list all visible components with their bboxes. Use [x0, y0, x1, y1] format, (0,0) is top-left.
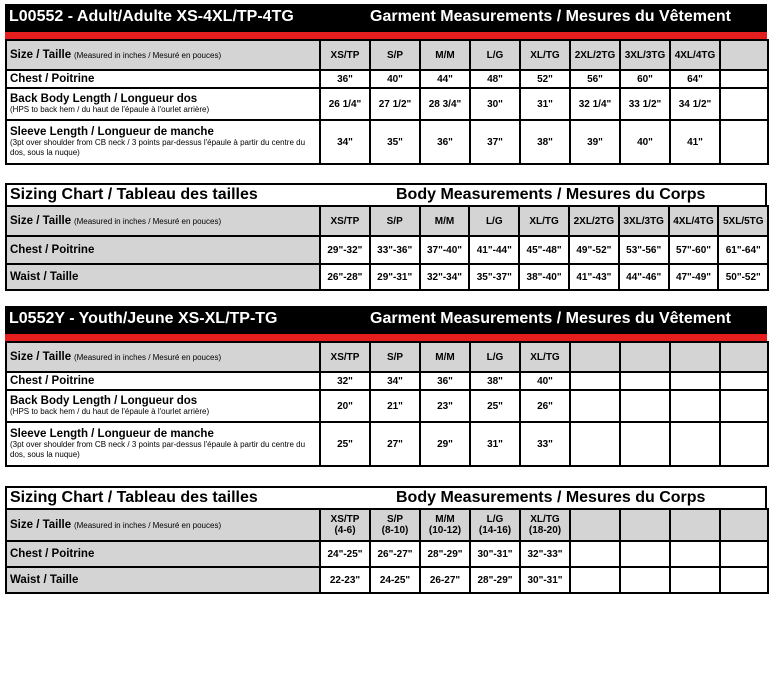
adult-body-title: Body Measurements / Mesures du Corps	[396, 186, 706, 203]
adult-chest-row	[6, 70, 768, 88]
size-cell: XL/TG (18-20)	[520, 509, 570, 541]
value-cell: 22-23"	[320, 567, 370, 593]
youth-body-waist-row	[6, 567, 768, 593]
empty-cell	[720, 372, 768, 390]
size-label-cell: Size / Taille (Measured in inches / Mesuré en pouces)	[6, 509, 320, 541]
value-cell: 26"	[520, 390, 570, 422]
value-cell: 38"	[520, 120, 570, 164]
value-cell: 31"	[470, 422, 520, 466]
value-cell: 33"-36"	[370, 236, 420, 264]
youth-sleeve-row	[6, 422, 768, 466]
youth-back-row	[6, 390, 768, 422]
adult-body-section	[5, 183, 767, 291]
empty-cell	[620, 390, 670, 422]
value-cell: 50"-52"	[718, 264, 768, 290]
size-cell: XS/TP	[320, 342, 370, 372]
adult-garment-section	[5, 4, 767, 165]
value-cell: 34"	[370, 372, 420, 390]
value-cell: 26"-28"	[320, 264, 370, 290]
size-cell: S/P	[370, 342, 420, 372]
youth-chest-row	[6, 372, 768, 390]
empty-cell	[570, 372, 620, 390]
value-cell: 41"-43"	[569, 264, 619, 290]
value-cell: 56"	[570, 70, 620, 88]
value-cell: 48"	[470, 70, 520, 88]
adult-body-table	[5, 205, 769, 291]
size-cell: M/M (10-12)	[420, 509, 470, 541]
youth-size-row	[6, 342, 768, 372]
size-cell: S/P	[370, 40, 420, 70]
sleeve-label-cell: Sleeve Length / Longueur de manche (3pt over shoulder from CB neck / 3 points par-dessus l'épaule à partir du centre du dos, sous la nuque)	[6, 422, 320, 466]
size-cell: XS/TP (4-6)	[320, 509, 370, 541]
size-label-cell: Size / Taille (Measured in inches / Mesuré en pouces)	[6, 40, 320, 70]
youth-body-header	[5, 486, 767, 508]
adult-body-chest-row	[6, 236, 768, 264]
youth-sizing-chart-title: Sizing Chart / Tableau des tailles	[10, 489, 258, 506]
value-cell: 53"-56"	[619, 236, 669, 264]
value-cell: 29"	[420, 422, 470, 466]
waist-label-cell: Waist / Taille	[6, 567, 320, 593]
empty-cell	[720, 70, 768, 88]
value-cell: 45"-48"	[519, 236, 569, 264]
value-cell: 60"	[620, 70, 670, 88]
size-cell: S/P (8-10)	[370, 509, 420, 541]
youth-garment-header	[5, 306, 767, 334]
value-cell: 24-25"	[370, 567, 420, 593]
size-cell: XS/TP	[320, 206, 370, 236]
empty-cell	[720, 567, 768, 593]
value-cell: 39"	[570, 120, 620, 164]
value-cell: 38"-40"	[519, 264, 569, 290]
size-label-cell: Size / Taille (Measured in inches / Mesuré en pouces)	[6, 342, 320, 372]
empty-cell	[620, 342, 670, 372]
empty-cell	[570, 509, 620, 541]
size-cell: 5XL/5TG	[718, 206, 768, 236]
empty-cell	[720, 342, 768, 372]
empty-cell	[570, 342, 620, 372]
empty-cell	[670, 567, 720, 593]
empty-cell	[720, 40, 768, 70]
value-cell: 36"	[320, 70, 370, 88]
youth-body-section	[5, 486, 767, 594]
size-cell: 2XL/2TG	[569, 206, 619, 236]
size-cell: L/G	[470, 40, 520, 70]
chest-label-cell: Chest / Poitrine	[6, 372, 320, 390]
value-cell: 32"	[320, 372, 370, 390]
value-cell: 30"-31"	[520, 567, 570, 593]
empty-cell	[720, 390, 768, 422]
empty-cell	[570, 567, 620, 593]
value-cell: 41"	[670, 120, 720, 164]
empty-cell	[670, 342, 720, 372]
chest-label-cell: Chest / Poitrine	[6, 70, 320, 88]
adult-red-bar	[5, 32, 767, 39]
adult-sizing-chart-title: Sizing Chart / Tableau des tailles	[10, 186, 258, 203]
size-cell: XS/TP	[320, 40, 370, 70]
value-cell: 33 1/2"	[620, 88, 670, 120]
empty-cell	[620, 541, 670, 567]
adult-garment-title: Garment Measurements / Mesures du Vêtement	[370, 8, 732, 25]
value-cell: 34"	[320, 120, 370, 164]
value-cell: 35"	[370, 120, 420, 164]
value-cell: 33"	[520, 422, 570, 466]
value-cell: 24"-25"	[320, 541, 370, 567]
value-cell: 32"-33"	[520, 541, 570, 567]
value-cell: 29"-31"	[370, 264, 420, 290]
youth-body-size-row	[6, 509, 768, 541]
empty-cell	[670, 372, 720, 390]
value-cell: 38"	[470, 372, 520, 390]
empty-cell	[620, 509, 670, 541]
empty-cell	[620, 422, 670, 466]
size-cell: XL/TG	[519, 206, 569, 236]
value-cell: 30"	[470, 88, 520, 120]
size-cell: S/P	[370, 206, 420, 236]
empty-cell	[670, 422, 720, 466]
adult-back-row	[6, 88, 768, 120]
value-cell: 64"	[670, 70, 720, 88]
value-cell: 35"-37"	[469, 264, 519, 290]
value-cell: 36"	[420, 372, 470, 390]
empty-cell	[720, 88, 768, 120]
value-cell: 25"	[470, 390, 520, 422]
empty-cell	[620, 372, 670, 390]
empty-cell	[570, 390, 620, 422]
value-cell: 28 3/4"	[420, 88, 470, 120]
value-cell: 26"-27"	[370, 541, 420, 567]
adult-garment-header	[5, 4, 767, 32]
value-cell: 27"	[370, 422, 420, 466]
size-cell: 4XL/4TG	[669, 206, 719, 236]
adult-body-size-row	[6, 206, 768, 236]
empty-cell	[720, 509, 768, 541]
value-cell: 49"-52"	[569, 236, 619, 264]
size-cell: 3XL/3TG	[619, 206, 669, 236]
size-cell: L/G (14-16)	[470, 509, 520, 541]
value-cell: 28"-29"	[420, 541, 470, 567]
value-cell: 41"-44"	[469, 236, 519, 264]
value-cell: 31"	[520, 88, 570, 120]
empty-cell	[570, 541, 620, 567]
value-cell: 32"-34"	[420, 264, 470, 290]
adult-size-row	[6, 40, 768, 70]
empty-cell	[720, 120, 768, 164]
value-cell: 30"-31"	[470, 541, 520, 567]
value-cell: 29"-32"	[320, 236, 370, 264]
back-label-cell: Back Body Length / Longueur dos (HPS to back hem / du haut de l'épaule à l'ourlet arrière)	[6, 390, 320, 422]
value-cell: 26-27"	[420, 567, 470, 593]
size-cell: 4XL/4TG	[670, 40, 720, 70]
value-cell: 32 1/4"	[570, 88, 620, 120]
value-cell: 23"	[420, 390, 470, 422]
back-label-cell: Back Body Length / Longueur dos (HPS to back hem / du haut de l'épaule à l'ourlet arrière)	[6, 88, 320, 120]
youth-body-chest-row	[6, 541, 768, 567]
youth-garment-table	[5, 341, 769, 467]
value-cell: 20"	[320, 390, 370, 422]
value-cell: 40"	[520, 372, 570, 390]
youth-body-title: Body Measurements / Mesures du Corps	[396, 489, 706, 506]
adult-product-title: L00552 - Adult/Adulte XS-4XL/TP-4TG	[9, 8, 294, 25]
adult-body-waist-row	[6, 264, 768, 290]
value-cell: 52"	[520, 70, 570, 88]
empty-cell	[670, 390, 720, 422]
value-cell: 34 1/2"	[670, 88, 720, 120]
size-cell: M/M	[420, 40, 470, 70]
sleeve-label-cell: Sleeve Length / Longueur de manche (3pt over shoulder from CB neck / 3 points par-dessus l'épaule à partir du centre du dos, sous la nuque)	[6, 120, 320, 164]
value-cell: 26 1/4"	[320, 88, 370, 120]
youth-body-table	[5, 508, 769, 594]
value-cell: 28"-29"	[470, 567, 520, 593]
adult-body-header	[5, 183, 767, 205]
value-cell: 47"-49"	[669, 264, 719, 290]
size-cell: M/M	[420, 206, 470, 236]
value-cell: 40"	[620, 120, 670, 164]
waist-label-cell: Waist / Taille	[6, 264, 320, 290]
empty-cell	[570, 422, 620, 466]
empty-cell	[620, 567, 670, 593]
value-cell: 44"-46"	[619, 264, 669, 290]
chest-label-cell: Chest / Poitrine	[6, 541, 320, 567]
size-cell: XL/TG	[520, 40, 570, 70]
size-cell: L/G	[469, 206, 519, 236]
youth-red-bar	[5, 334, 767, 341]
value-cell: 27 1/2"	[370, 88, 420, 120]
value-cell: 25"	[320, 422, 370, 466]
value-cell: 37"	[470, 120, 520, 164]
youth-product-title: L0552Y - Youth/Jeune XS-XL/TP-TG	[9, 310, 278, 327]
value-cell: 37"-40"	[420, 236, 470, 264]
value-cell: 21"	[370, 390, 420, 422]
value-cell: 61"-64"	[718, 236, 768, 264]
value-cell: 57"-60"	[669, 236, 719, 264]
chest-label-cell: Chest / Poitrine	[6, 236, 320, 264]
youth-garment-title: Garment Measurements / Mesures du Vêtement	[370, 310, 732, 327]
value-cell: 44"	[420, 70, 470, 88]
size-cell: M/M	[420, 342, 470, 372]
size-label-cell: Size / Taille (Measured in inches / Mesuré en pouces)	[6, 206, 320, 236]
empty-cell	[670, 509, 720, 541]
value-cell: 36"	[420, 120, 470, 164]
size-cell: XL/TG	[520, 342, 570, 372]
size-cell: 2XL/2TG	[570, 40, 620, 70]
empty-cell	[720, 541, 768, 567]
youth-garment-section	[5, 306, 767, 467]
empty-cell	[670, 541, 720, 567]
value-cell: 40"	[370, 70, 420, 88]
size-cell: 3XL/3TG	[620, 40, 670, 70]
empty-cell	[720, 422, 768, 466]
adult-sleeve-row	[6, 120, 768, 164]
size-cell: L/G	[470, 342, 520, 372]
adult-garment-table	[5, 39, 769, 165]
